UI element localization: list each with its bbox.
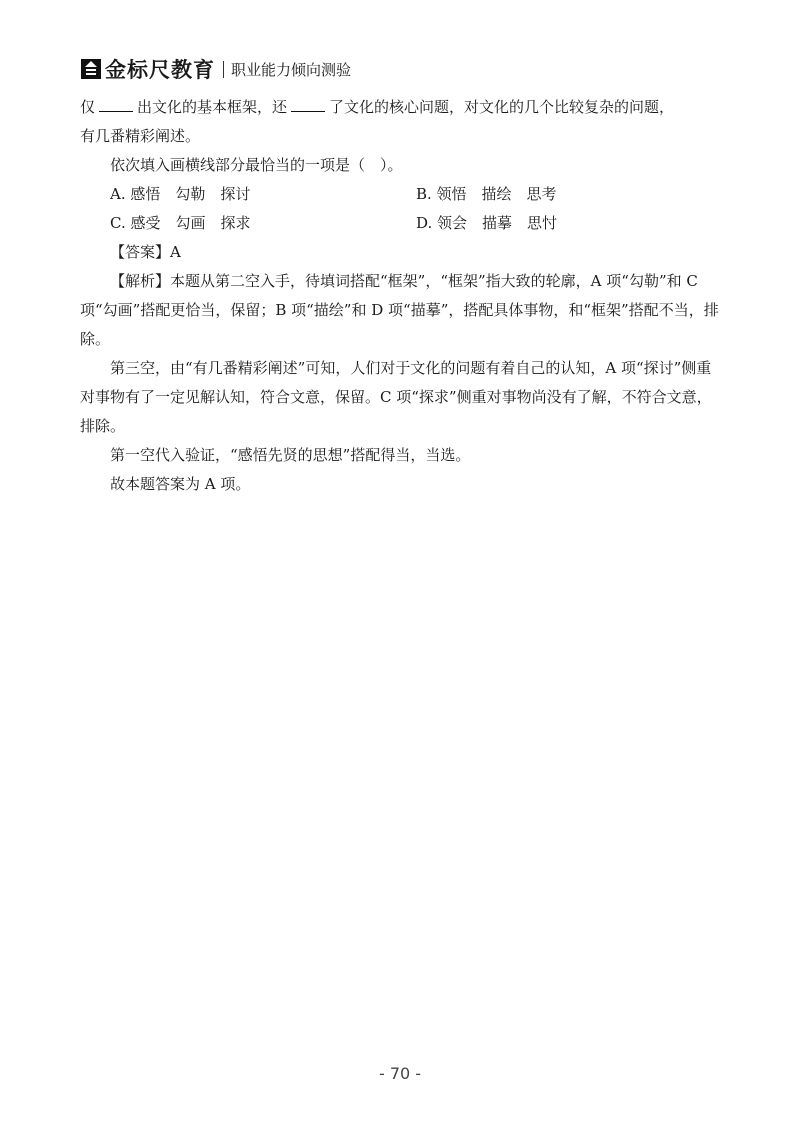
fill-blank-2 bbox=[291, 98, 325, 112]
option-b: B. 领悟 描绘 思考 bbox=[416, 185, 557, 203]
header-subtitle: 职业能力倾向测验 bbox=[231, 60, 352, 79]
analysis-paragraph-2: 第三空，由“有几番精彩阐述”可知，人们对于文化的问题有着自己的认知，A 项“探讨”侧重对事物有了一定见解认知，符合文意，保留。C 项“探求”侧重对事物尚没有了解，不符合文意，排除。 bbox=[80, 359, 712, 435]
option-c: C. 感受 勾画 探求 bbox=[110, 214, 251, 232]
brand-logo-icon bbox=[80, 58, 102, 80]
option-a: A. 感悟 勾勒 探讨 bbox=[110, 185, 251, 203]
header-divider bbox=[223, 61, 224, 78]
question-stem-line-2: 有几番精彩阐述。 bbox=[80, 127, 201, 145]
fill-blank-1 bbox=[99, 98, 133, 112]
analysis-paragraph-1: 【解析】本题从第二空入手，待填词搭配“框架”，“框架”指大致的轮廓，A 项“勾勒”和 C 项“勾画”搭配更恰当，保留；B 项“描绘”和 D 项“描摹”，搭配具体事物，和“框架”搭配不当，排除。 bbox=[80, 272, 719, 348]
analysis-paragraph-4: 故本题答案为 A 项。 bbox=[110, 475, 251, 493]
question-stem-line-1: 仅 出文化的基本框架，还 了文化的核心问题，对文化的几个比较复杂的问题， bbox=[80, 98, 675, 116]
answer-line: 【答案】A bbox=[110, 243, 181, 261]
brand-name: 金标尺教育 bbox=[105, 58, 215, 82]
page-header bbox=[80, 52, 351, 86]
options-row-2 bbox=[80, 209, 722, 238]
options-row-1 bbox=[80, 180, 722, 209]
page-content bbox=[80, 93, 722, 499]
option-d: D. 领会 描摹 思忖 bbox=[416, 214, 558, 232]
analysis-paragraph-3: 第一空代入验证，“感悟先贤的思想”搭配得当，当选。 bbox=[110, 446, 471, 464]
page-number: - 70 - bbox=[378, 1064, 422, 1083]
question-prompt: 依次填入画横线部分最恰当的一项是（ ）。 bbox=[110, 156, 403, 174]
